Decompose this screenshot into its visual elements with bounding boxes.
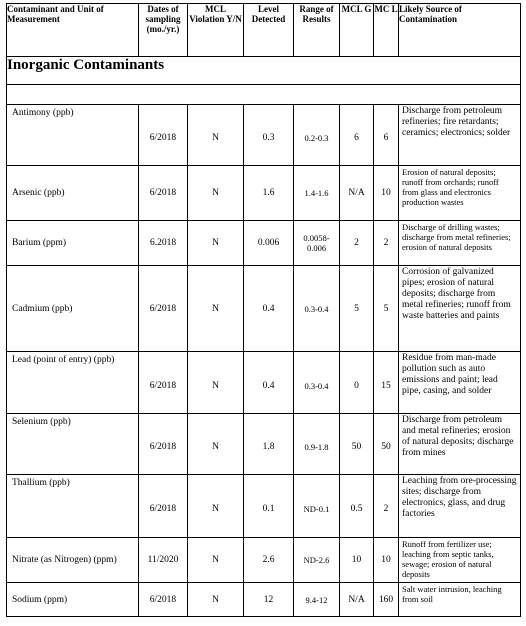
violation-cell: N <box>188 105 244 166</box>
table-row <box>7 105 521 166</box>
contaminants-table <box>6 3 521 617</box>
range-cell: 0.0058-0.006 <box>294 221 340 266</box>
table-body <box>7 105 521 617</box>
mcl-cell: 2 <box>374 475 399 538</box>
level-detected-cell: 0.1 <box>244 475 294 538</box>
source-cell: Corrosion of galvanized pipes; erosion of natural deposits; discharge from metal refineries; runoff from waste batteries and paints <box>399 266 521 352</box>
mcl-cell: 160 <box>374 583 399 617</box>
mcl-cell: 10 <box>374 538 399 583</box>
spacer-row <box>7 85 521 105</box>
header-dates: Dates of sampling (mo./yr.) <box>139 4 188 57</box>
mclg-cell: 10 <box>340 538 374 583</box>
contaminant-name-cell: Sodium (ppm) <box>7 583 139 617</box>
source-cell: Discharge from petroleum refineries; fire retardants; ceramics; electronics; solder <box>399 105 521 166</box>
violation-cell: N <box>188 166 244 221</box>
contaminant-name-cell: Selenium (ppb) <box>7 414 139 475</box>
source-cell: Erosion of natural deposits; runoff from orchards; runoff from glass and electronics production wastes <box>399 166 521 221</box>
spacer-cell <box>7 85 521 105</box>
contaminant-name-cell: Lead (point of entry) (ppb) <box>7 352 139 414</box>
mcl-cell: 5 <box>374 266 399 352</box>
mcl-cell: 10 <box>374 166 399 221</box>
contaminant-name-cell: Arsenic (ppb) <box>7 166 139 221</box>
level-detected-cell: 1.8 <box>244 414 294 475</box>
sample-date-cell: 6/2018 <box>139 475 188 538</box>
header-row <box>7 4 521 57</box>
mcl-cell: 2 <box>374 221 399 266</box>
range-cell: ND-0.1 <box>294 475 340 538</box>
contaminant-name-cell: Antimony (ppb) <box>7 105 139 166</box>
source-cell: Discharge of drilling wastes; discharge from metal refineries; erosion of natural deposits <box>399 221 521 266</box>
contaminant-name-cell: Cadmium (ppb) <box>7 266 139 352</box>
section-row <box>7 57 521 85</box>
table-row <box>7 583 521 617</box>
table-row <box>7 166 521 221</box>
header-mcl: MC L <box>374 4 399 57</box>
header-source: Likely Source of Contamination <box>399 4 521 57</box>
header-level: Level Detected <box>244 4 294 57</box>
table-row <box>7 414 521 475</box>
contaminant-name-cell: Barium (ppm) <box>7 221 139 266</box>
contaminant-name-cell: Thallium (ppb) <box>7 475 139 538</box>
range-cell: 0.2-0.3 <box>294 105 340 166</box>
mclg-cell: 50 <box>340 414 374 475</box>
level-detected-cell: 12 <box>244 583 294 617</box>
sample-date-cell: 6/2018 <box>139 105 188 166</box>
sample-date-cell: 6/2018 <box>139 352 188 414</box>
table-row <box>7 352 521 414</box>
header-mclg: MCL G <box>340 4 374 57</box>
table-row <box>7 266 521 352</box>
violation-cell: N <box>188 475 244 538</box>
source-cell: Residue from man-made pollution such as auto emissions and paint; lead pipe, casing, and solder <box>399 352 521 414</box>
violation-cell: N <box>188 583 244 617</box>
header-contaminant: Contaminant and Unit of Measurement <box>7 4 139 57</box>
mclg-cell: N/A <box>340 583 374 617</box>
source-cell: Leaching from ore-processing sites; discharge from electronics, glass, and drug factories <box>399 475 521 538</box>
violation-cell: N <box>188 221 244 266</box>
mcl-cell: 50 <box>374 414 399 475</box>
level-detected-cell: 0.3 <box>244 105 294 166</box>
violation-cell: N <box>188 414 244 475</box>
table-row <box>7 538 521 583</box>
header-range: Range of Results <box>294 4 340 57</box>
level-detected-cell: 0.4 <box>244 352 294 414</box>
sample-date-cell: 6/2018 <box>139 414 188 475</box>
mclg-cell: N/A <box>340 166 374 221</box>
level-detected-cell: 0.4 <box>244 266 294 352</box>
violation-cell: N <box>188 538 244 583</box>
range-cell: 0.3-0.4 <box>294 266 340 352</box>
mclg-cell: 0.5 <box>340 475 374 538</box>
contaminant-name-cell: Nitrate (as Nitrogen) (ppm) <box>7 538 139 583</box>
sample-date-cell: 6.2018 <box>139 221 188 266</box>
sample-date-cell: 6/2018 <box>139 266 188 352</box>
range-cell: ND-2.6 <box>294 538 340 583</box>
section-title: Inorganic Contaminants <box>7 57 521 85</box>
range-cell: 1.4-1.6 <box>294 166 340 221</box>
range-cell: 9.4-12 <box>294 583 340 617</box>
mclg-cell: 0 <box>340 352 374 414</box>
source-cell: Discharge from petroleum and metal refineries; erosion of natural deposits; discharge from mines <box>399 414 521 475</box>
table-row <box>7 475 521 538</box>
violation-cell: N <box>188 266 244 352</box>
level-detected-cell: 1.6 <box>244 166 294 221</box>
mcl-cell: 6 <box>374 105 399 166</box>
level-detected-cell: 2.6 <box>244 538 294 583</box>
table-row <box>7 221 521 266</box>
level-detected-cell: 0.006 <box>244 221 294 266</box>
mclg-cell: 5 <box>340 266 374 352</box>
range-cell: 0.9-1.8 <box>294 414 340 475</box>
source-cell: Runoff from fertilizer use; leaching from septic tanks, sewage; erosion of natural deposits <box>399 538 521 583</box>
mclg-cell: 6 <box>340 105 374 166</box>
sample-date-cell: 6/2018 <box>139 583 188 617</box>
violation-cell: N <box>188 352 244 414</box>
sample-date-cell: 6/2018 <box>139 166 188 221</box>
header-violation: MCL Violation Y/N <box>188 4 244 57</box>
mcl-cell: 15 <box>374 352 399 414</box>
sample-date-cell: 11/2020 <box>139 538 188 583</box>
mclg-cell: 2 <box>340 221 374 266</box>
range-cell: 0.3-0.4 <box>294 352 340 414</box>
source-cell: Salt water intrusion, leaching from soil <box>399 583 521 617</box>
